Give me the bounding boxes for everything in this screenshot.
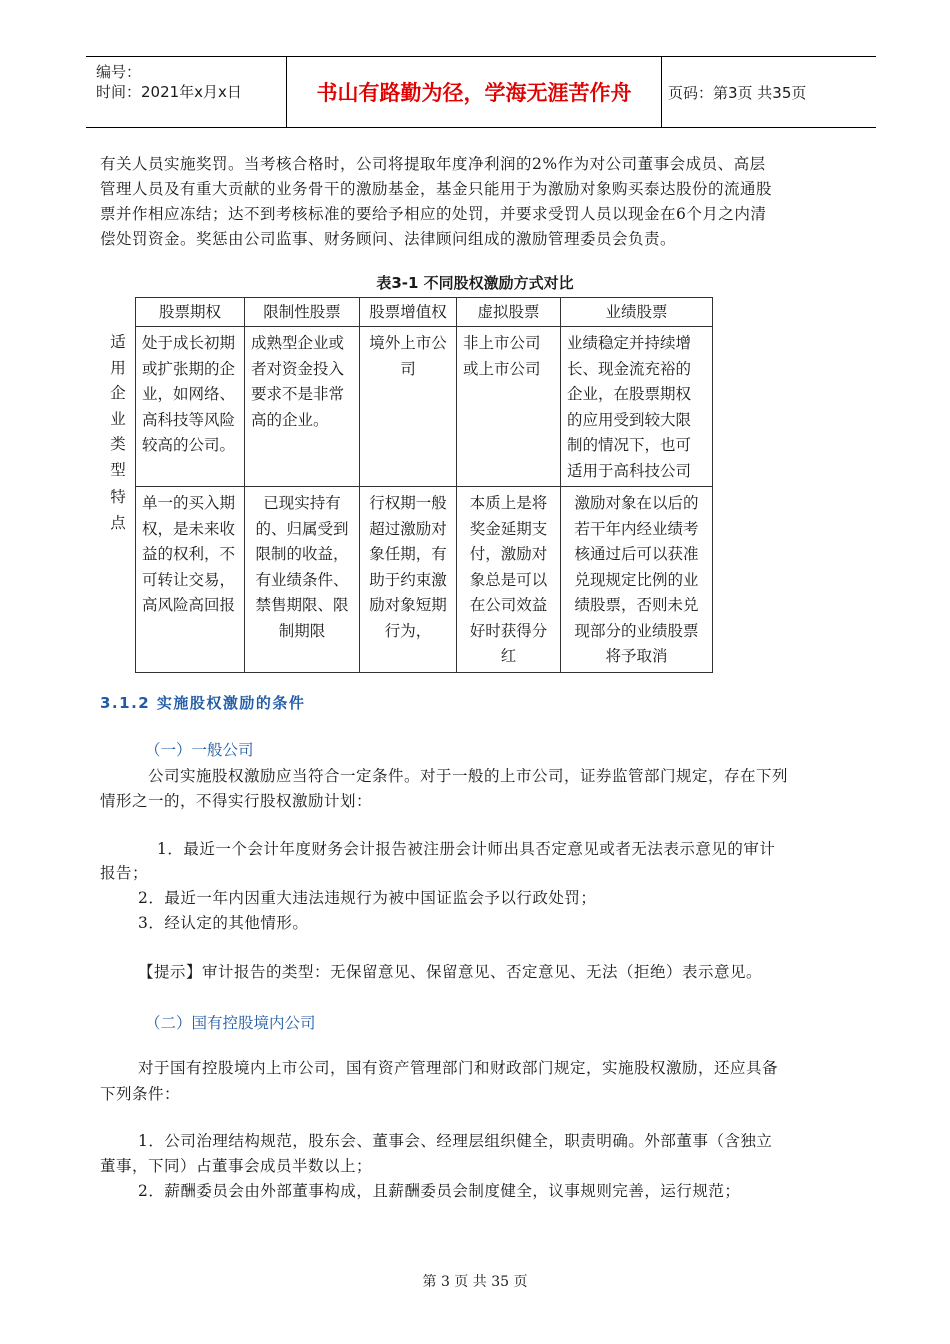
table-row: [136, 327, 713, 487]
number-label: 编号：: [96, 63, 142, 81]
table-cell: 本质上是将奖金延期支付，激励对象总是可以在公司效益好时获得分红: [457, 487, 561, 673]
list-item: 1．公司治理结构规范，股东会、董事会、经理层组织健全，职责明确。外部董事（含独立: [138, 1132, 773, 1150]
body-line: 对于国有控股境内上市公司，国有资产管理部门和财政部门规定，实施股权激励，还应具备: [138, 1059, 779, 1077]
table-cell: 已现实持有的、归属受到限制的收益，有业绩条件、禁售期限、限制期限: [245, 487, 360, 673]
body-line: 情形之一的，不得实行股权激励计划：: [100, 792, 373, 810]
table-cell: 行权期一般超过激励对象任期，有助于约束激励对象短期行为，: [360, 487, 457, 673]
subsection-general: （一）一般公司: [145, 741, 254, 759]
row-label-char: 型: [110, 460, 126, 479]
row-label-features: [100, 485, 136, 536]
table-cell: 境外上市公司: [360, 327, 457, 487]
table-cell: 成熟型企业或者对资金投入要求不是非常高的企业。: [245, 327, 360, 487]
time-label: 时间：2021年x月x日: [96, 83, 242, 101]
row-label-char: 业: [110, 409, 126, 428]
intro-line: 管理人员及有重大贡献的业务骨干的激励基金，基金只能用于为激励对象购买泰达股份的流通股: [100, 180, 773, 198]
table-cell: 处于成长初期或扩张期的企业，如网络、高科技等风险较高的公司。: [136, 327, 245, 487]
row-label-char: 点: [110, 513, 126, 532]
table-header-row: [136, 298, 713, 327]
list-item: 2．薪酬委员会由外部董事构成，且薪酬委员会制度健全，议事规则完善，运行规范；: [138, 1182, 741, 1200]
page-footer: 第 3 页 共 35 页: [422, 1274, 528, 1290]
table-cell: 激励对象在以后的若干年内经业绩考核通过后可以获准兑现规定比例的业绩股票，否则未兑现部分的业绩股票将予取消: [561, 487, 713, 673]
table-title: 表3-1 不同股权激励方式对比: [376, 274, 574, 292]
list-item: 董事，下同）占董事会成员半数以上；: [100, 1157, 373, 1175]
row-label-char: 特: [110, 488, 126, 506]
tip-note: 【提示】审计报告的类型：无保留意见、保留意见、否定意见、无法（拒绝）表示意见。: [138, 963, 763, 981]
table-row: [136, 487, 713, 673]
row-label-char: 企: [110, 384, 126, 402]
subsection-state-owned: （二）国有控股境内公司: [145, 1014, 316, 1032]
header-motto: 书山有路勤为径，学海无涯苦作舟: [286, 57, 662, 127]
row-label-text: [100, 330, 136, 483]
row-label-char: 用: [110, 358, 126, 377]
list-item: 3．经认定的其他情形。: [138, 914, 309, 932]
section-heading: 3.1.2 实施股权激励的条件: [100, 694, 306, 712]
row-label-char: 适: [110, 333, 126, 351]
list-item: 2．最近一年内因重大违法违规行为被中国证监会予以行政处罚；: [138, 889, 597, 907]
list-item: 报告；: [100, 864, 149, 882]
body-line: 下列条件：: [100, 1085, 181, 1103]
column-header: 股票期权: [136, 298, 245, 327]
column-header: 股票增值权: [360, 298, 457, 327]
row-label-char: 类: [110, 435, 126, 453]
header-meta: [86, 57, 286, 127]
header-page-label: 页码：第3页 共35页: [668, 84, 807, 102]
intro-line: 有关人员实施奖罚。当考核合格时，公司将提取年度净利润的2%作为对公司董事会成员、高层: [100, 155, 766, 173]
column-header: 业绩股票: [561, 298, 713, 327]
table-cell: 非上市公司或上市公司: [457, 327, 561, 487]
page-header: [86, 56, 876, 128]
list-item: 1．最近一个会计年度财务会计报告被注册会计师出具否定意见或者无法表示意见的审计: [157, 840, 776, 858]
table-cell: 业绩稳定并持续增长、现金流充裕的企业，在股票期权的应用受到较大限制的情况下，也可适用于高科技公司: [561, 327, 713, 487]
column-header: 虚拟股票: [457, 298, 561, 327]
table-cell: 单一的买入期权，是未来收益的权利，不可转让交易，高风险高回报: [136, 487, 245, 673]
row-label-text: [100, 485, 136, 536]
body-line: 公司实施股权激励应当符合一定条件。对于一般的上市公司，证券监管部门规定，存在下列: [148, 767, 789, 785]
row-label-applicable: [100, 330, 136, 483]
intro-line: 偿处罚资金。奖惩由公司监事、财务顾问、法律顾问组成的激励管理委员会负责。: [100, 230, 677, 248]
comparison-table: [135, 297, 713, 673]
column-header: 限制性股票: [245, 298, 360, 327]
intro-line: 票并作相应冻结；达不到考核标准的要给予相应的处罚，并要求受罚人员以现金在6个月之内清: [100, 205, 767, 223]
